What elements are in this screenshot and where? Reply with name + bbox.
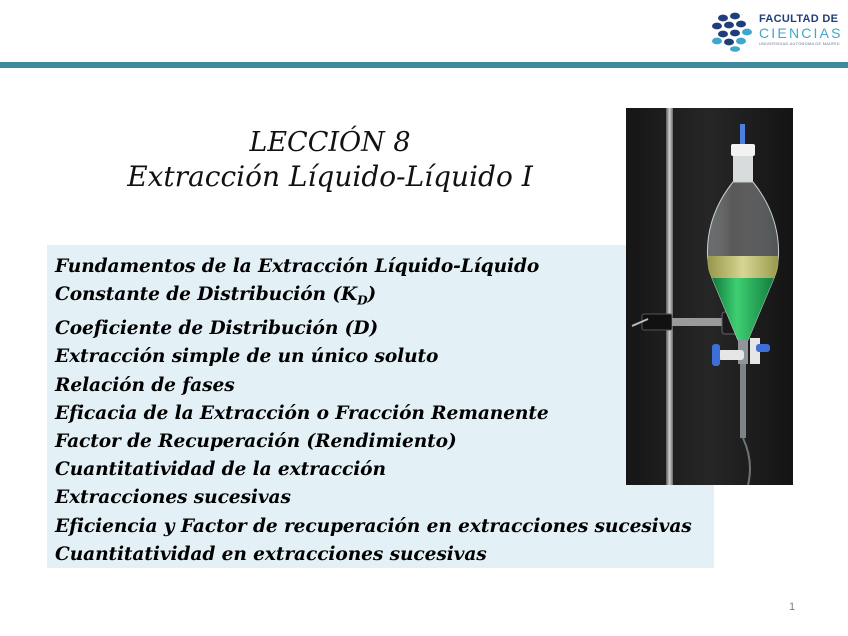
- topic-text: ): [367, 284, 377, 306]
- separatory-funnel-icon: [626, 108, 793, 485]
- topic-text: Constante de Distribución (K: [55, 284, 358, 306]
- header-rule: [0, 62, 848, 68]
- topic-item: Eficiencia y Factor de recuperación en extracciones sucesivas: [55, 515, 692, 537]
- slide-title: [90, 126, 570, 194]
- faculty-logo: [711, 10, 841, 52]
- faculty-logo-icon: [711, 10, 755, 52]
- lesson-subject: Extracción Líquido-Líquido I: [127, 160, 533, 193]
- topic-item: Factor de Recuperación (Rendimiento): [55, 430, 457, 452]
- topic-item: Fundamentos de la Extracción Líquido-Líquido: [55, 256, 540, 277]
- topic-item: Extracciones sucesivas: [55, 487, 291, 509]
- topic-item: Coeficiente de Distribución (D): [55, 318, 379, 340]
- topic-item: [55, 281, 714, 315]
- topic-item: Cuantitatividad de la extracción: [55, 459, 386, 481]
- logo-line-1: FACULTAD DE: [759, 13, 839, 25]
- topic-item: Cuantitatividad en extracciones sucesivas: [55, 543, 487, 565]
- topic-item: Eficacia de la Extracción o Fracción Remanente: [55, 402, 549, 424]
- logo-line-2: CIENCIAS: [759, 25, 843, 41]
- lesson-number: LECCIÓN 8: [249, 127, 411, 158]
- topics-list: [47, 245, 714, 568]
- topic-item: Relación de fases: [55, 374, 235, 396]
- logo-line-3: UNIVERSIDAD AUTÓNOMA DE MADRID: [759, 41, 840, 46]
- separatory-funnel-photo: [626, 108, 793, 485]
- topic-subscript: D: [357, 293, 368, 308]
- page-number: 1: [789, 601, 796, 613]
- topic-item: Extracción simple de un único soluto: [55, 346, 439, 368]
- faculty-logo-text: [759, 14, 843, 46]
